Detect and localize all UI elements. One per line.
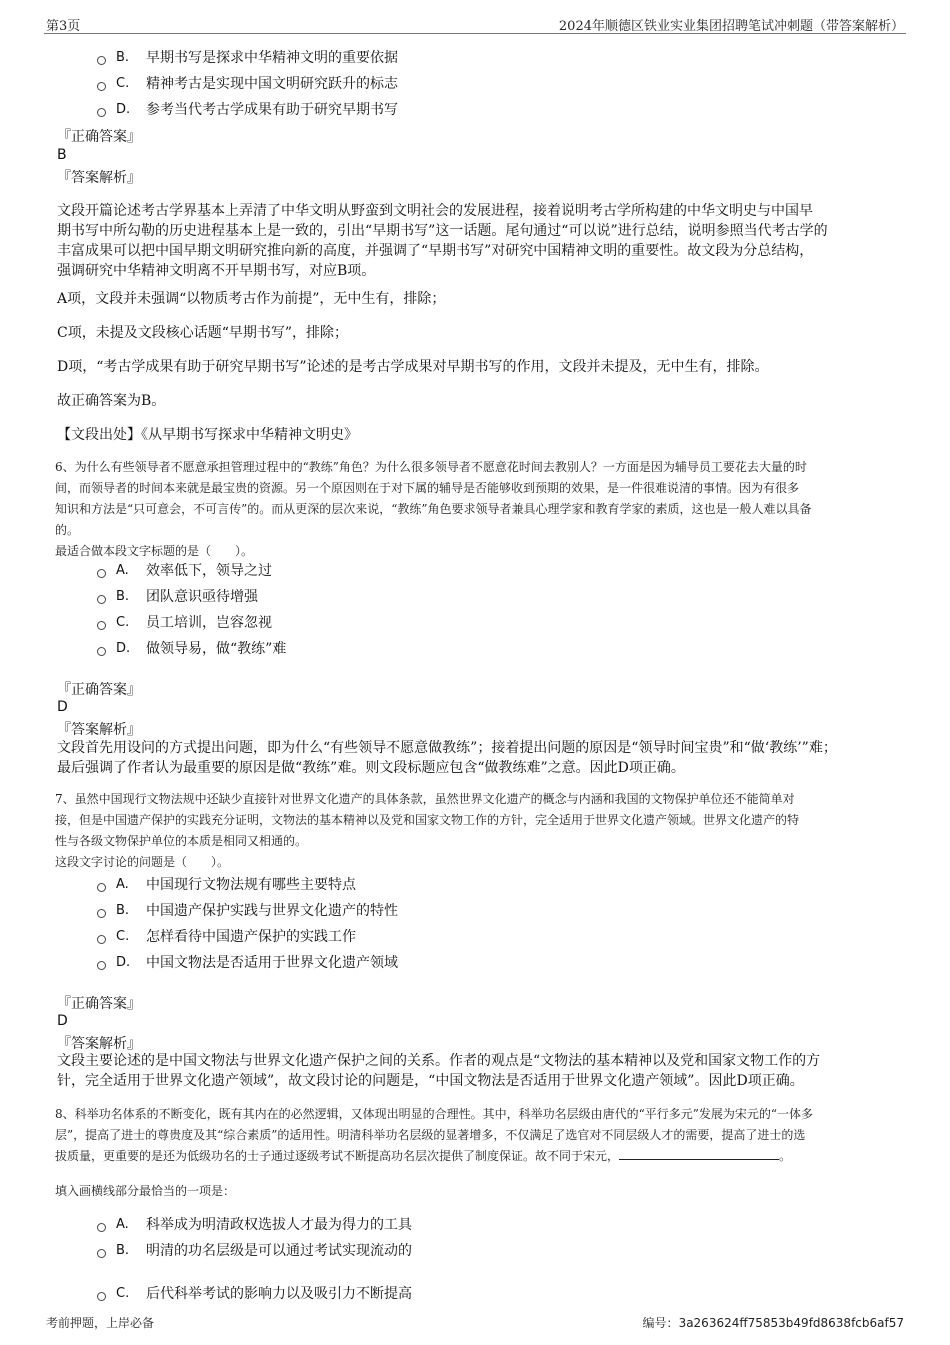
radio-icon [97, 909, 106, 918]
q5-option-c[interactable] [97, 73, 398, 93]
stem-line: 7、虽然中国现行文物法规中还缺少直接针对世界文化遗产的具体条款，虽然世界文化遗产的概念与内涵和我国的文物保护单位还不能简单对 [55, 792, 795, 806]
q5-analysis [57, 201, 828, 281]
option-text: 参考当代考古学成果有助于研究早期书写 [146, 102, 398, 118]
analysis-line: 文段开篇论述考古学界基本上弄清了中华文明从野蛮到文明社会的发展进程，接着说明考古学所构建的中华文明史与中国早 [57, 203, 813, 219]
option-text: 中国遗产保护实践与世界文化遗产的特性 [146, 903, 398, 919]
q7-stem [55, 789, 799, 873]
q6-option-d[interactable] [97, 638, 286, 658]
radio-icon [97, 883, 106, 892]
option-text: 怎样看待中国遗产保护的实践工作 [146, 929, 356, 945]
code-value: 3a263624ff75853b49fd8638fcb6af57 [678, 1316, 904, 1330]
radio-icon [97, 621, 106, 630]
stem-end: 。 [779, 1149, 792, 1163]
q6-option-c[interactable] [97, 612, 272, 632]
footer-code [643, 1314, 904, 1331]
option-letter: D. [116, 101, 131, 117]
fill-in-blank [619, 1147, 779, 1160]
stem-line: 8、科举功名体系的不断变化，既有其内在的必然逻辑，又体现出明显的合理性。其中，科举功名层级由唐代的“平行多元”发展为宋元的“一体多 [55, 1107, 814, 1121]
analysis-line: 期书写中所勾勒的历史进程基本上是一致的，引出“早期书写”这一话题。尾句通过“可以说”进行总结，说明参照当代考古学的 [57, 223, 828, 239]
stem-line: 的。 [55, 523, 80, 537]
option-letter: B. [116, 902, 130, 918]
stem-line: 间，而领导者的时间本来就是最宝贵的资源。另一个原因则在于对下属的辅导是否能够收到预期的效果，是一件很难说清的事情。因为有很多 [55, 481, 800, 495]
radio-icon [97, 647, 106, 656]
q7-analysis-label: 『答案解析』 [57, 1036, 141, 1052]
q6-answer-label: 『正确答案』 [57, 682, 141, 698]
option-text: 做领导易，做“教练”难 [146, 641, 287, 657]
option-letter: C. [116, 928, 130, 944]
q5-note-c: C项，未提及文段核心话题“早期书写”，排除； [57, 325, 349, 341]
stem-line [55, 1146, 813, 1167]
q7-answer: D [57, 1013, 68, 1029]
analysis-line: 文段主要论述的是中国文物法与世界文化遗产保护之间的关系。作者的观点是“文物法的基本精神以及党和国家文物工作的方 [57, 1053, 821, 1069]
q7-option-c[interactable] [97, 926, 356, 946]
analysis-line: 针，完全适用于世界文化遗产领域”，故文段讨论的问题是，“中国文物法是否适用于世界文化遗产领域”。因此D项正确。 [57, 1073, 804, 1089]
q8-prompt: 填入画横线部分最恰当的一项是： [55, 1184, 236, 1198]
radio-icon [97, 1223, 106, 1232]
option-text: 明清的功名层级是可以通过考试实现流动的 [146, 1243, 412, 1259]
q6-stem [55, 457, 812, 562]
page-number: 第3页 [46, 19, 81, 34]
radio-icon [97, 569, 106, 578]
option-letter: B. [116, 49, 130, 65]
radio-icon [97, 108, 106, 117]
radio-icon [97, 1249, 106, 1258]
q6-option-a[interactable] [97, 560, 272, 580]
q7-option-a[interactable] [97, 874, 356, 894]
analysis-line: 丰富成果可以把中国早期文明研究推向新的高度，并强调了“早期书写”对研究中国精神文明的重要性。故文段为分总结构， [57, 243, 814, 259]
option-letter: C. [116, 1285, 130, 1301]
q8-option-b[interactable] [97, 1240, 412, 1260]
option-text: 效率低下，领导之过 [146, 563, 272, 579]
q5-conclusion: 故正确答案为B。 [57, 393, 166, 409]
stem-line: 性与各级文物保护单位的本质是相同又相通的。 [55, 834, 308, 848]
option-letter: C. [116, 614, 130, 630]
q6-analysis-label: 『答案解析』 [57, 722, 141, 738]
analysis-line: 最后强调了作者认为最重要的原因是做“教练”难。则文段标题应包含“做教练难”之意。因此D项正确。 [57, 760, 685, 776]
stem-line: 6、为什么有些领导者不愿意承担管理过程中的“教练”角色？为什么很多领导者不愿意花时间去教别人？一方面是因为辅导员工要花去大量的时 [55, 460, 807, 474]
q8-option-a[interactable] [97, 1214, 412, 1234]
stem-line: 层”，提高了进士的尊贵度及其“综合素质”的适用性。明清科举功名层级的显著增多，不仅满足了选官对不同层级人才的需要，提高了进士的选 [55, 1128, 806, 1142]
q5-source: 【文段出处】《从早期书写探求中华精神文明史》 [57, 427, 358, 443]
q5-option-b[interactable] [97, 47, 398, 67]
q7-answer-label: 『正确答案』 [57, 996, 141, 1012]
option-letter: A. [116, 562, 129, 578]
q5-answer-label: 『正确答案』 [57, 129, 141, 145]
q7-option-d[interactable] [97, 952, 398, 972]
option-text: 中国现行文物法规有哪些主要特点 [146, 877, 356, 893]
q7-option-b[interactable] [97, 900, 398, 920]
q5-analysis-label: 『答案解析』 [57, 170, 141, 186]
footer-slogan: 考前押题，上岸必备 [46, 1316, 155, 1330]
option-letter: D. [116, 640, 131, 656]
stem-line: 接，但是中国遗产保护的实践充分证明，文物法的基本精神以及党和国家文物工作的方针，完全适用于世界文化遗产领域。世界文化遗产的特 [55, 813, 800, 827]
stem-line: 最适合做本段文字标题的是（ ）。 [55, 544, 254, 558]
radio-icon [97, 56, 106, 65]
q8-option-c[interactable] [97, 1283, 412, 1303]
document-title: 2024年顺德区铁业实业集团招聘笔试冲刺题（带答案解析） [558, 19, 904, 34]
option-text: 团队意识亟待增强 [146, 589, 258, 605]
q5-note-a: A项，文段并未强调“以物质考古作为前提”，无中生有，排除； [57, 291, 446, 307]
radio-icon [97, 1292, 106, 1301]
option-letter: B. [116, 1242, 130, 1258]
analysis-line: 文段首先用设问的方式提出问题，即为什么“有些领导不愿意做教练”；接着提出问题的原因是“领导时间宝贵”和“做‘教练’”难； [57, 740, 837, 756]
option-text: 员工培训，岂容忽视 [146, 615, 272, 631]
code-label: 编号： [642, 1316, 679, 1330]
radio-icon [97, 961, 106, 970]
stem-line: 知识和方法是“只可意会，不可言传”的。而从更深的层次来说，“教练”角色要求领导者兼具心理学家和教育学家的素质，这也是一般人难以具备 [55, 502, 812, 516]
q5-note-d: D项，“考古学成果有助于研究早期书写”论述的是考古学成果对早期书写的作用，文段并未提及，无中生有，排除。 [57, 359, 769, 375]
stem-text: 拔质量，更重要的是还为低级功名的士子通过逐级考试不断提高功名层次提供了制度保证。故不同于宋元， [55, 1149, 620, 1163]
option-letter: C. [116, 75, 130, 91]
q7-analysis [57, 1051, 820, 1091]
option-letter: A. [116, 1216, 129, 1232]
radio-icon [97, 82, 106, 91]
radio-icon [97, 595, 106, 604]
q5-option-d[interactable] [97, 99, 398, 119]
q6-analysis [57, 738, 837, 778]
q8-stem [55, 1104, 813, 1167]
stem-line: 这段文字讨论的问题是（ ）。 [55, 855, 230, 869]
q6-option-b[interactable] [97, 586, 258, 606]
option-text: 中国文物法是否适用于世界文化遗产领域 [146, 955, 398, 971]
option-letter: B. [116, 588, 130, 604]
option-text: 科举成为明清政权选拔人才最为得力的工具 [146, 1217, 412, 1233]
option-letter: D. [116, 954, 131, 970]
option-text: 精神考古是实现中国文明研究跃升的标志 [146, 76, 398, 92]
option-text: 后代科举考试的影响力以及吸引力不断提高 [146, 1286, 412, 1302]
analysis-line: 强调研究中华精神文明离不开早期书写，对应B项。 [57, 263, 376, 279]
q6-answer: D [57, 699, 68, 715]
option-text: 早期书写是探求中华精神文明的重要依据 [146, 50, 398, 66]
option-letter: A. [116, 876, 129, 892]
radio-icon [97, 935, 106, 944]
header-divider [44, 33, 906, 34]
q5-answer: B [57, 147, 67, 163]
